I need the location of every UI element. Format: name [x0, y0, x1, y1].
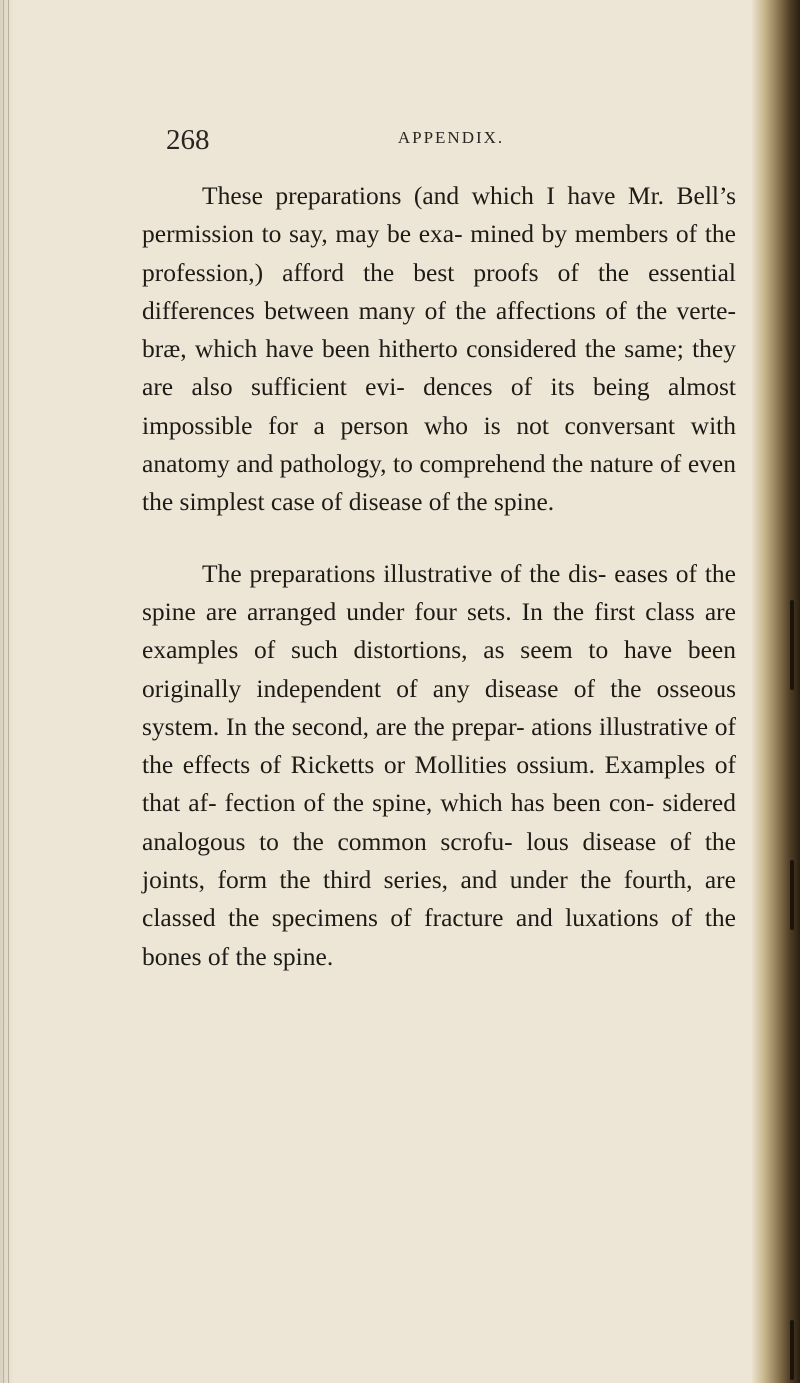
page-left-edge	[0, 0, 14, 1383]
running-head: APPENDIX.	[397, 128, 505, 147]
body-text	[142, 177, 736, 976]
edge-rule	[8, 0, 9, 1383]
paragraph: These preparations (and which I have Mr. Bell’s permission to say, may be exa- mined by members of the profession,) afford the best proofs of the essential differences between many of the affections of the verte- bræ, which have been hitherto considered the same; they are also sufficient evi- dences of its being almost impossible for a person who is not conversant with anatomy and pathology, to comprehend the nature of even the simplest case of disease of the spine.	[142, 181, 736, 517]
binding-streak	[790, 1320, 794, 1380]
edge-rule	[3, 0, 4, 1383]
page-number: 268	[166, 124, 210, 156]
paragraph: The preparations illustrative of the dis- eases of the spine are arranged under four sets. In the first class are examples of such distortions, as seem to have been originally independent of any disease of the osseous system. In the second, are the prepar- ations illustrative of the effects of Ricketts or Mollities ossium. Examples of that af- fection of the spine, which has been con- sidered analogous to the common scrofu- lous disease of the joints, form the third series, and under the fourth, are classed the specimens of fracture and luxations of the bones of the spine.	[142, 558, 736, 971]
binding-streak	[790, 600, 794, 690]
page-header	[166, 120, 736, 164]
binding-streak	[790, 860, 794, 930]
book-binding-shadow	[752, 0, 800, 1383]
